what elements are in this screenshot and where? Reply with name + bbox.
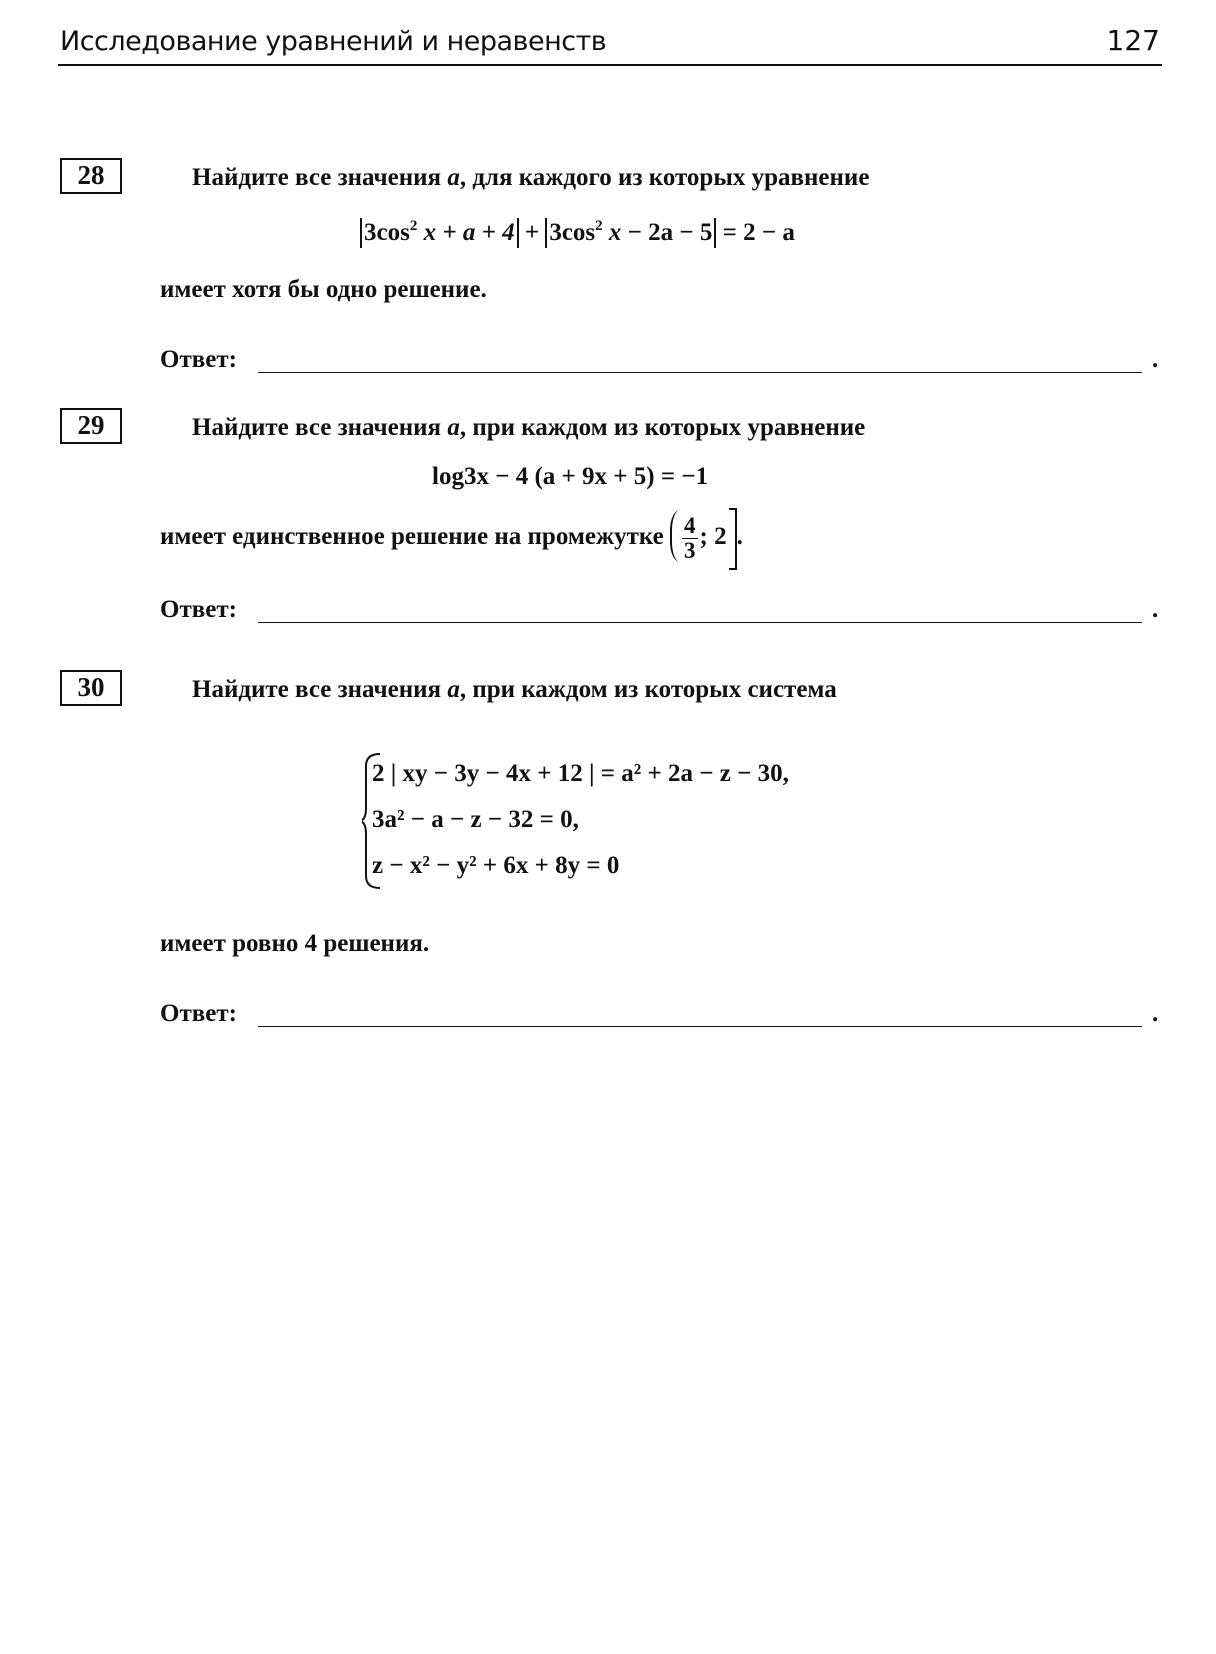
task-30-answer-field[interactable] <box>258 1026 1142 1027</box>
task-28-answer-dot: . <box>1152 346 1159 373</box>
abs1-part-a: 3cos <box>364 219 410 246</box>
task-30-answer-label: Ответ: <box>160 1000 237 1027</box>
equation-rhs: = 2 − a <box>716 219 795 246</box>
task-28-intro-end: , для каждого из которых уравнение <box>459 164 870 191</box>
interval-period: . <box>736 523 743 550</box>
interval-separator: ; <box>699 523 715 550</box>
task-28-var: a <box>447 164 460 191</box>
task-29-intro-start: Найдите все значения <box>192 414 448 441</box>
system-line-2: 3a² − a − z − 32 = 0, <box>372 806 579 833</box>
abs2-tail: − 2a − 5 <box>621 219 713 246</box>
fraction-denominator: 3 <box>684 537 696 563</box>
abs1-var: x <box>417 219 437 246</box>
task-30-condition: имеет ровно 4 решения. <box>160 930 430 957</box>
task-29-intro-end: , при каждом из которых уравнение <box>459 414 866 441</box>
task-28-intro <box>192 164 869 192</box>
task-29-var: a <box>447 414 460 441</box>
abs2-power: 2 <box>595 218 603 234</box>
abs-group-1 <box>360 218 519 248</box>
abs-group-2 <box>545 218 716 248</box>
page-header <box>58 20 1162 66</box>
task-29-answer-label: Ответ: <box>160 596 237 623</box>
task-30-intro-end: , при каждом из которых система <box>459 676 837 703</box>
task-29-intro <box>192 414 865 442</box>
plus-sign: + <box>518 219 546 246</box>
right-bracket <box>729 508 737 570</box>
page-number: 127 <box>1106 24 1160 57</box>
interval-right-end: 2 <box>714 523 727 550</box>
task-29-answer-field[interactable] <box>258 622 1142 623</box>
task-number-30: 30 <box>60 670 122 706</box>
task-30-intro-start: Найдите все значения <box>192 676 448 703</box>
fraction-4-3 <box>682 514 698 563</box>
system-line-3: z − x² − y² + 6x + 8y = 0 <box>372 852 620 879</box>
left-paren <box>670 510 680 562</box>
fraction-numerator: 4 <box>684 512 696 538</box>
abs1-power: 2 <box>409 218 418 234</box>
task-number-29: 29 <box>60 408 122 444</box>
equation-system <box>362 752 882 890</box>
task-28-equation <box>360 218 795 248</box>
task-29-equation: log3x − 4 (a + 9x + 5) = −1 <box>432 463 709 490</box>
task-30-answer-dot: . <box>1152 1000 1159 1027</box>
task-28-answer-field[interactable] <box>258 372 1142 373</box>
abs1-tail: + a + 4 <box>436 219 515 246</box>
task-number-28: 28 <box>60 158 122 194</box>
task-29-condition-text: имеет единственное решение на промежутке <box>160 523 664 550</box>
abs2-var: x <box>602 219 622 246</box>
task-29-answer-dot: . <box>1152 596 1159 623</box>
task-30-var: a <box>447 676 460 703</box>
abs2-part-a: 3cos <box>549 219 596 246</box>
system-line-1: 2 | xy − 3y − 4x + 12 | = a² + 2a − z − 30, <box>372 760 789 787</box>
task-30-intro <box>192 676 837 704</box>
task-28-answer-label: Ответ: <box>160 346 237 373</box>
task-28-intro-start: Найдите все значения <box>192 164 448 191</box>
task-28-condition: имеет хотя бы одно решение. <box>160 276 487 303</box>
interval <box>670 508 737 566</box>
section-title: Исследование уравнений и неравенств <box>60 26 607 57</box>
task-29-condition <box>160 508 743 566</box>
